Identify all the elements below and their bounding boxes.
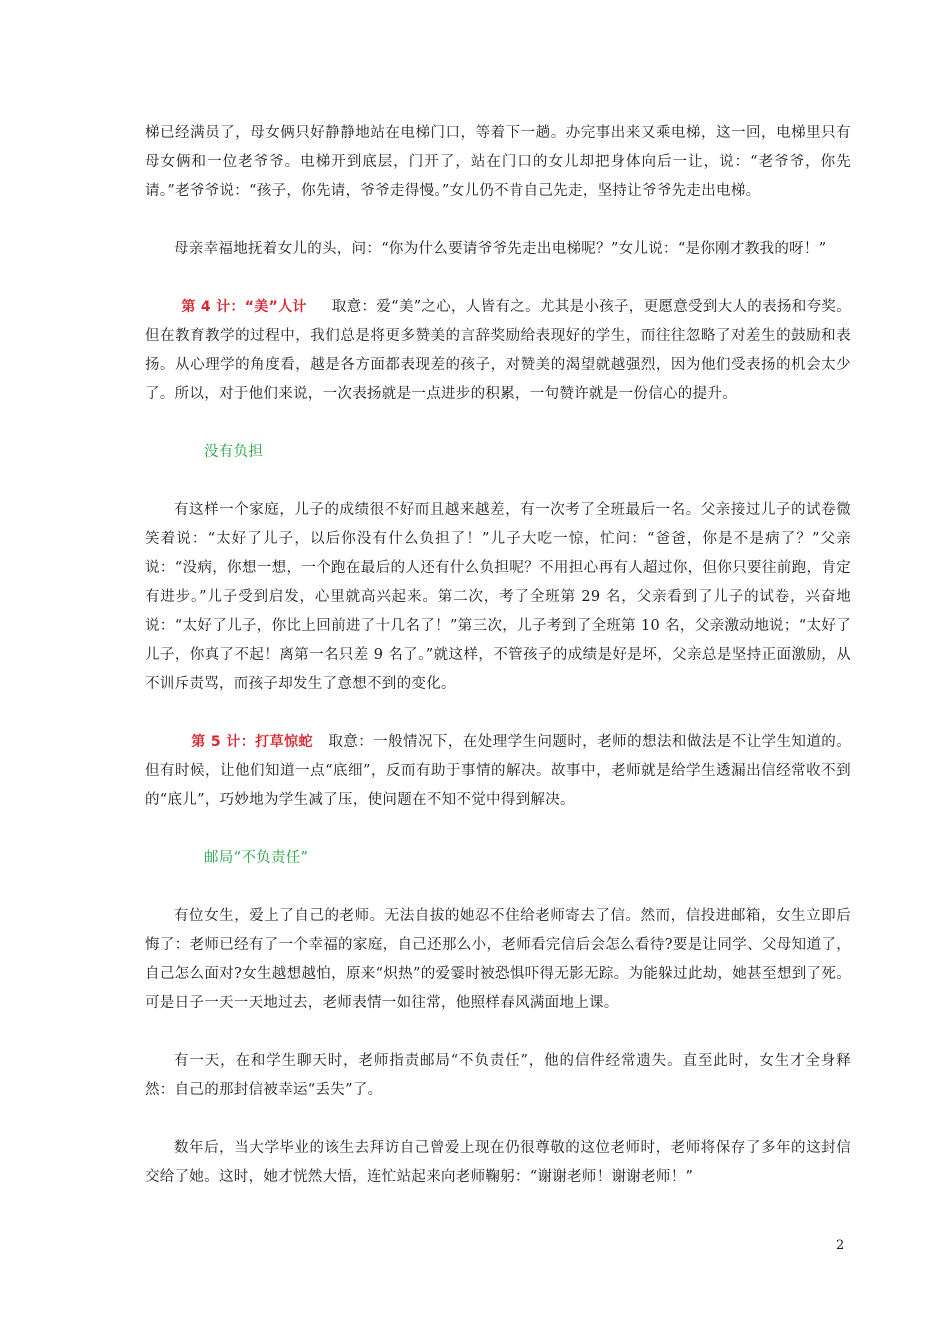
section-ji-5	[145, 728, 851, 815]
ji-5-meaning: 取意：一般情况下，在处理学生问题时，老师的想法和做法是不让学生知道的。但有时候，让他们知道一点“底细”，反而有助于事情的解决。故事中，老师就是给学生透漏出信经常收不到的“底儿”，巧妙地为学生减了压，使问题在不知不觉中得到解决。	[145, 734, 851, 808]
heading-ji-5: 第 5 计：打草惊蛇	[191, 734, 313, 750]
heading-ji-4: 第 4 计：“美”人计	[181, 299, 307, 315]
paragraph-post-office-chat: 有一天，在和学生聊天时，老师指责邮局“不负责任”，他的信件经常遗失。直至此时，女生才全身释然：自己的那封信被幸运“丢失”了。	[145, 1053, 851, 1098]
ji-4-meaning: 取意：爱“美”之心，人皆有之。尤其是小孩子，更愿意受到大人的表扬和夸奖。但在教育教学的过程中，我们总是将更多赞美的言辞奖励给表现好的学生，而往往忽略了对差生的鼓励和表扬。从心理学的角度看，越是各方面都表现差的孩子，对赞美的渴望就越强烈，因为他们受表扬的机会太少了。所以，对于他们来说，一次表扬就是一点进步的积累，一句赞许就是一份信心的提升。	[145, 299, 851, 402]
paragraph-years-later: 数年后，当大学毕业的该生去拜访自己曾爱上现在仍很尊敬的这位老师时，老师将保存了多年的这封信交给了她。这时，她才恍然大悟，连忙站起来向老师鞠躬：“谢谢老师！谢谢老师！”	[145, 1140, 851, 1185]
paragraph-elevator-ending: 母亲幸福地抚着女儿的头，问：“你为什么要请爷爷先走出电梯呢？”女儿说：“是你刚才教我的呀！”	[174, 241, 827, 257]
story-title-post-office: 邮局“不负责任”	[204, 850, 309, 866]
page-content	[145, 119, 851, 1221]
page-number: 2	[836, 1238, 845, 1253]
paragraph-letter-story: 有位女生，爱上了自己的老师。无法自拔的她忍不住给老师寄去了信。然而，信投进邮箱，女生立即后悔了：老师已经有了一个幸福的家庭，自己还那么小，老师看完信后会怎么看待?要是让同学、父母知道了，自己怎么面对?女生越想越怕，原来“炽热”的爱霎时被恐惧吓得无影无踪。为能躲过此劫，她甚至想到了死。可是日子一天一天地过去，老师表情一如往常，他照样春风满面地上课。	[145, 908, 851, 1011]
paragraph-no-burden-story: 有这样一个家庭，儿子的成绩很不好而且越来越差，有一次考了全班最后一名。父亲接过儿子的试卷微笑着说：“太好了儿子，以后你没有什么负担了！”儿子大吃一惊，忙问：“爸爸，你是不是病了？”父亲说：“没病，你想一想，一个跑在最后的人还有什么负担呢？不用担心再有人超过你，但你只要往前跑，肯定有进步。”儿子受到启发，心里就高兴起来。第二次，考了全班第 29 名，父亲看到了儿子的试卷，兴奋地说：“太好了儿子，你比上回前进了十几名了！”第三次，儿子考到了全班第 10 名，父亲激动地说；“太好了儿子，你真了不起！离第一名只差 9 名了。”就这样，不管孩子的成绩是好是坏，父亲总是坚持正面激励，从不训斥责骂，而孩子却发生了意想不到的变化。	[145, 502, 851, 692]
story-title-no-burden: 没有负担	[204, 444, 264, 460]
section-ji-4	[145, 293, 851, 409]
paragraph-elevator-story: 梯已经满员了，母女俩只好静静地站在电梯门口，等着下一趟。办完事出来又乘电梯，这一回，电梯里只有母女俩和一位老爷爷。电梯开到底层，门开了，站在门口的女儿却把身体向后一让，说：“老爷爷，你先请。”老爷爷说：“孩子，你先请，爷爷走得慢。”女儿仍不肯自己先走，坚持让爷爷先走出电梯。	[145, 125, 851, 199]
